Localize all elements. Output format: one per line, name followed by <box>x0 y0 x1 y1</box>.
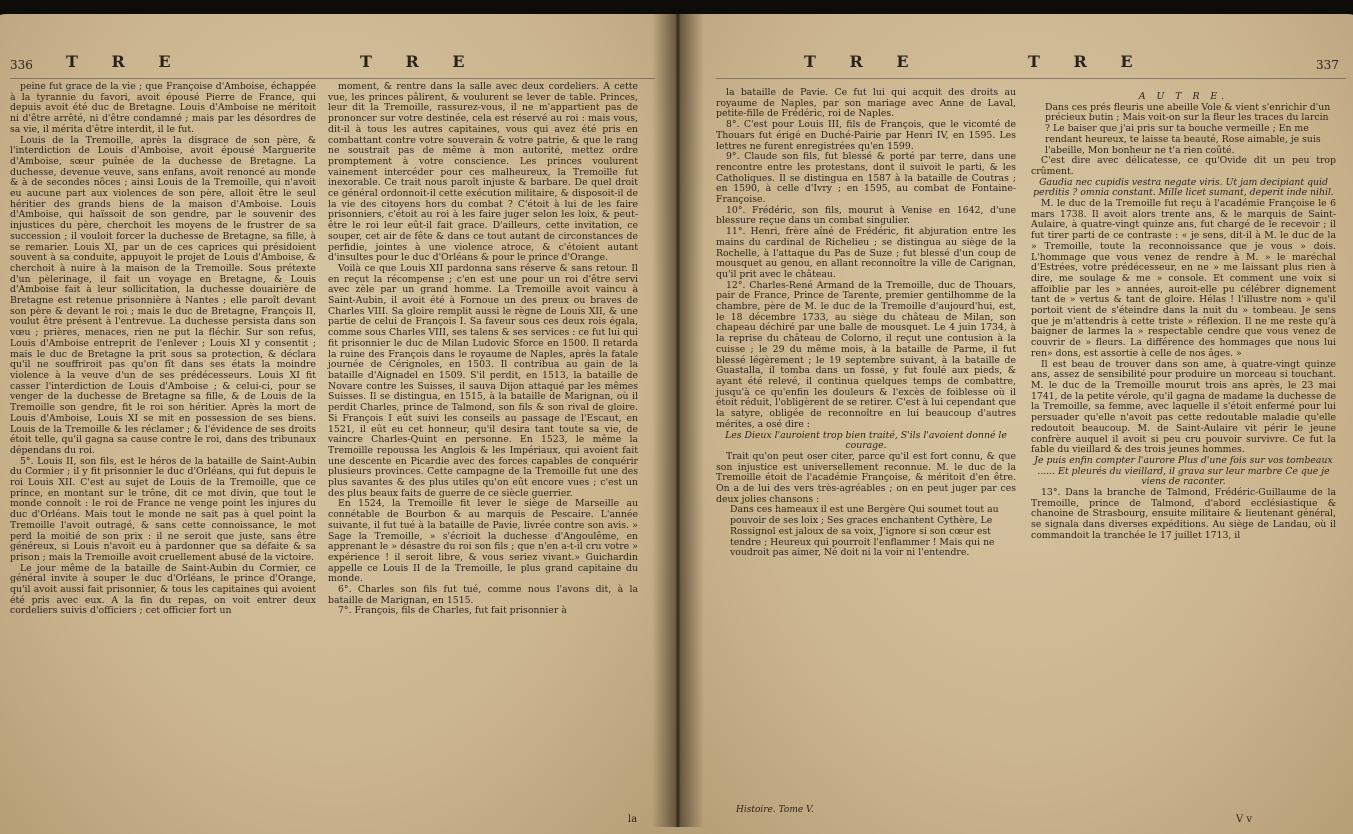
right-page-column-1 <box>716 88 1016 559</box>
paragraph: moment, & rentre dans la salle avec deux cordeliers. A cette vue, les princes pâlirent, & voulurent se lever de table. Princes, leur dit la Tremoille, rassurez-vous, il ne m'appartient pas de prononcer sur votre destinée, cela est réservé au roi : mais vous, dit-il à tous les autres capitaines, vous qui avez été pris en combattant contre votre souverain & votre patrie, & que le rang ne soustrait pas de même à mon autorité, mettez ordre promptement à votre conscience. Les princes voulurent vainement intercéder pour ces malheureux, la Tremoille fut inexorable. Ce trait nous paroît injuste & barbare. De quel droit ce général ordonnoit-il cette exécution militaire, & disposoit-il de la vie des citoyens hors du combat ? C'étoit à lui de les faire prisonniers, c'étoit au roi à les faire juger selon les loix, & peut-être le roi leur eût-il fait grace. D'ailleurs, cette invitation, ce souper, cet air de fête & dans ce tout autant de circonstances de perfidie, jointes à une violence atroce, & c'étoient autant d'insultes pour le duc d'Orléans & pour le prince d'Orange. <box>328 81 638 264</box>
paragraph: Il est beau de trouver dans son ame, à quatre-vingt quinze ans, assez de sensibilité pour produire un morceau si touchant. M. le duc de la Tremoille mourut trois ans après, le 23 mai 1741, de la petite vérole, qu'il gagna de madame la duchesse de la Tremoille, sa femme, avec laquelle il s'étoit enfermé pour lui persuader qu'elle n'avoit pas cette redoutable maladie qu'elle redoutoit beaucoup. M. de Saint-Aulaire vit périr le jeune confrère auquel il avoit si peu cru pouvoir survivre. Ce fut la fable du vieillard & des trois jeunes hommes. <box>1031 358 1336 456</box>
paragraph: 5°. Louis II, son fils, est le héros de la bataille de Saint-Aubin du Cormier ; il y fit prisonnier le duc d'Orléans, qui fut depuis le roi Louis XII. C'est au sujet de Louis de la Tremoille, que ce prince, en montant sur le trône, dit ce mot divin, que tout le monde connoît : le roi de France ne venge point les injures du duc d'Orléans. Mais tout le monde ne sait pas à quel point la Tremoille l'avoit outragé, & sans cette connoissance, le mot perd la moitié de son prix : il ne seroit que juste, sans être généreux, si Louis n'avoit eu à pardonner que sa défaite & sa prison ; mais la Tremoille avoit cruellement abusé de la victoire. <box>10 455 316 563</box>
verse: Je puis enfin compter l'aurore Plus d'une fois sur vos tombeaux ...... Et pleurés du vieillard, il grava sur leur marbre Ce que je viens de raconter. <box>1034 454 1333 488</box>
right-page <box>676 14 1353 834</box>
right-page-column-2 <box>1031 92 1336 542</box>
signature-line: Histoire. Tome V. <box>736 805 814 815</box>
page-number-left: 336 <box>10 58 33 72</box>
paragraph: C'est dire avec délicatesse, ce qu'Ovide dit un peu trop crûment. <box>1031 155 1336 177</box>
running-head-left-1: T R E <box>66 52 185 71</box>
paragraph: En 1524, la Tremoille fit lever le siège de Marseille au connétable de Bourbon & au marquis de Pescaire. L'année suivante, il fut tué à la bataille de Pavie, livrée contre son avis. » Sage la Tremoille, » s'écrioit la duchesse d'Angoulême, en apprenant le » désastre du roi son fils ; que n'en a-t-il cru votre » expérience ! il seroit libre, & vous seriez vivant.» Guichardin appelle ce Louis II de la Tremoille, le plus grand capitaine du monde. <box>328 498 638 585</box>
verse: Dans ces hameaux il est une Bergère Qui soumet tout au pouvoir de ses loix ; Ses graces enchantent Cythère, Le Rossignol est jaloux de sa voix, J'ignore si son cœur est tendre ; Heureux qui pourroit l'enflammer ! Mais qui ne voudroit pas aimer, Né doit ni la voir ni l'entendre. <box>730 504 999 559</box>
running-head-right-2: T R E <box>1028 52 1147 71</box>
paragraph: 10°. Frédéric, son fils, mourut à Venise en 1642, d'une blessure reçue dans un combat singulier. <box>716 204 1016 227</box>
header-rule-right <box>716 78 1346 79</box>
left-page-column-1 <box>10 82 316 617</box>
catchword: la <box>628 814 638 825</box>
signature-mark: V v <box>1236 814 1253 825</box>
paragraph: 9°. Claude son fils, fut blessé & porté par terre, dans une rencontre entre les protestans, dont il suivoit le parti, & les Catholiques. Il se distingua en 1587 à la bataille de Coutras ; en 1590, à celle d'Ivry ; en 1595, au combat de Fontaine-Françoise. <box>716 151 1016 206</box>
latin-verse: Gaudia nec cupidis vestra negate viris. Ut jam decipiant quid perditis ? omnia constant. Mille licet sumant, deperit inde nihil. <box>1033 176 1334 199</box>
paragraph: Voilà ce que Louis XII pardonna sans réserve & sans retour. Il en reçut la récompense ; c'en est une pour un roi d'être servi avec zèle par un grand homme. La Tremoille avoit vaincu à Saint-Aubin, il avoit été à Fornoue un des preux ou braves de Charles VIII. Sa gloire remplit aussi le règne de Louis XII, & une partie de celui de François I. Sa faveur sous ces deux rois égala, comme sous Charles VIII, ses talens & ses services : ce fut lui qui fit prisonnier le duc de Milan Ludovic Sforce en 1500. Il retarda la ruine des François dans le royaume de Naples, après la fatale journée de Cérignoles, en 1503. Il contribua au gain de la bataille d'Aignadel en 1509. S'il perdit, en 1513, la bataille de Novare contre les Suisses, il sauva Dijon attaqué par les mêmes Suisses. Il se distingua, en 1515, à la bataille de Marignan, où il perdit Charles, prince de Talmond, son fils & son rival de gloire. Si François I eût suivi les conseils au passage de l'Escaut, en 1521, il eût eu cet honneur, qu'il desira tant toute sa vie, de vaincre Charles-Quint en personne. En 1523, le même la Tremoille repoussa les Anglois & les Impériaux, qui avoient fait une descente en Picardie avec des forces capables de conquérir plusieurs provinces. Cette campagne de la Tremoille fut une des plus savantes & des plus utiles qu'on eût encore vues ; c'est un des plus beaux faits de guerre de ce siècle guerrier. <box>328 262 638 499</box>
paragraph: 7°. François, fils de Charles, fut fait prisonnier à <box>338 605 567 617</box>
paragraph: 8°. C'est pour Louis III, fils de François, que le vicomté de Thouars fut érigé en Duché-Pairie par Henri IV, en 1595. Les lettres ne furent enregistrées qu'en 1599. <box>716 119 1016 152</box>
running-head-right-1: T R E <box>804 52 923 71</box>
paragraph: Trait qu'on peut oser citer, parce qu'il est fort connu, & que son injustice est universellement reconnue. M. le duc de la Tremoille étoit de l'académie Françoise, & méritoit d'en être. On a de lui des vers très-agréables ; on en peut juger par ces deux jolies chansons : <box>716 450 1016 505</box>
paragraph: 11°. Henri, frère aîné de Frédéric, fit abjuration entre les mains du cardinal de Richelieu ; se distingua au siège de la Rochelle, à l'attaque du Pas de Suze ; fut blessé d'un coup de mousquet au genou, en allant reconnoître la ville de Carignan, qu'il prit avec le château. <box>716 226 1016 280</box>
left-page <box>0 14 678 834</box>
verse: Dans ces prés fleuris une abeille Vole & vient s'enrichir d'un précieux butin ; Mais voit-on sur la fleur les traces du larcin ? Le baiser que j'ai pris sur ta bouche vermeille ; En me rendant heureux, te laisse ta beauté, Rose aimable, je suis l'abeille, Mon bonheur ne t'a rien coûté. <box>1045 101 1331 156</box>
header-rule-left <box>10 78 655 79</box>
left-page-column-2 <box>328 82 638 617</box>
paragraph: 12°. Charles-René Armand de la Tremoille, duc de Thouars, pair de France, Prince de Tarente, premier gentilhomme de la chambre, père de M. le duc de la Tremoille d'aujourd'hui, est, le 18 décembre 1733, au siège du château de Milan, son chapeau déchiré par une balle de mousquet. Le 4 juin 1734, à la reprise du château de Colorno, il reçut une contusion à la cuisse ; le 29 du même mois, à la bataille de Parme, il fut blessé légèrement ; le 19 septembre suivant, à la bataille de Guastalla, il tomba dans un fossé, y fut foulé aux pieds, & ayant été relevé, il continua quelques temps de combattre, jusqu'à ce qu'enfin les douleurs & l'excès de foiblesse où il étoit réduit, l'obligèrent de se retirer. C'est à lui cependant que la satyre, obligée de reconnoître en lui beaucoup d'autres mérites, a osé dire : <box>716 279 1016 430</box>
running-head-left-2: T R E <box>360 52 479 71</box>
paragraph: M. le duc de la Tremoille fut reçu à l'académie Françoise le 6 mars 1738. Il avoit alors trente ans, & le marquis de Saint-Aulaire, à quatre-vingt quinze ans, fut chargé de le recevoir ; il fut tirer parti de ce contraste : « je sens, dit-il à M. le duc de la » Tremoille, toute la reconnoissance que je vous » dois. L'hommage que vous venez de rendre à M. » le maréchal d'Estrées, votre prédécesseur, en ne » me laissant plus rien à dire, me soulage & me » console. Et comment une voix si affoiblie par les » années, auroit-elle pu célébrer dignement tant de » vertus & tant de gloire. Hélas ! l'illustre nom » qu'il portoit vient de s'éteindre dans la nuit du » tombeau. Je sens que je m'attendris à cette triste » réflexion. Il ne me reste qu'à baigner de larmes la » respectable cendre que vous venez de couvrir de » fleurs. La différence des hommages que nous lui ren» dons, est assortie à celle de nos âges. » <box>1031 198 1336 359</box>
paragraph: la bataille de Pavie. Ce fut lui qui acquit des droits au royaume de Naples, par son mariage avec Anne de Laval, petite-fille de Frédéric, roi de Naples. <box>716 87 1016 120</box>
paragraph: 13°. Dans la branche de Talmond, Frédéric-Guillaume de la Tremoille, prince de Talmond, d'abord ecclésiastique & chanoine de Strasbourg, ensuite militaire & lieutenant général, se signala dans diverses expéditions. Au siège de Landau, où il commandoit la tranchée le 17 juillet 1713, il <box>1031 487 1336 541</box>
paragraph: 6°. Charles son fils fut tué, comme nous l'avons dit, à la bataille de Marignan, en 1515. <box>328 584 638 606</box>
section-heading: A U T R E. <box>1138 91 1229 102</box>
verse: Les Dieux l'auroient trop bien traité, S'ils l'avoient donné le courage. <box>725 429 1007 452</box>
page-number-right: 337 <box>1316 58 1339 72</box>
paragraph: Louis de la Tremoille, après la disgrace de son père, & l'interdiction de Louis d'Amboise, avoit épousé Marguerite d'Amboise, sœur puînée de la duchesse de Bretagne. La duchesse, devenue veuve, sans enfans, avoit renoncé au monde & à de secondes nôces ; ainsi Louis de la Tremoille, qui n'avoit eu aucune part aux violences de son père, alloit être le seul héritier des grands biens de la maison d'Amboise. Louis d'Amboise, qui haïssoit de son gendre, par le souvenir des injustices du père, cherchoit les moyens de le frustrer de sa succession ; il vouloit forcer la duchesse de Bretagne, sa fille, à se remarier. Louis XI, par un de ces caprices qui présidoient souvent à sa conduite, appuyoit le projet de Louis d'Amboise, & cherchoit à nuire à la maison de la Tremoille. Sous prétexte d'un pèlerinage, il fait un voyage en Bretagne, & Louis d'Amboise fait à leur sollicitation, la duchesse douairière de Bretagne est retenue prisonnière à Nantes ; elle paroît devant son père & devant le roi ; mais le duc de Bretagne, François II, voulut être présent à l'entrevue. La duchesse persista dans son vœu ; prières, menaces, rien ne put la fléchir. Sur son refus, Louis d'Amboise entreprit de l'enlever ; Louis XI y consentit ; mais le duc de Bretagne la prit sous sa protection, & déclara qu'il ne souffriroit pas qu'on fît dans ses états la moindre violence à la veuve d'un de ses prédécesseurs. Louis XI fit casser l'interdiction de Louis d'Amboise ; & celui-ci, pour se venger de la duchesse de Bretagne sa fille, & de Louis de la Tremoille son gendre, fit le roi son héritier. Après la mort de Louis d'Amboise, Louis XI se mit en possession de ses biens. Louis de la Tremoille & les réclamer ; & l'évidence de ses droits étoit telle, qu'il gagna sa cause contre le roi, dans des tribunaux dépendans du roi. <box>10 134 316 456</box>
paragraph: peine fut grace de la vie ; que Françoise d'Amboise, échappée à la tyrannie du favori, avoit épousé Pierre de France, qui depuis avoit été duc de Bretagne. Louis d'Amboise ne méritoit ni d'être arrêté, ni d'être condamné ; mais par les désordres de sa vie, il mérita d'être interdit, il le fut. <box>10 81 316 135</box>
paragraph: Le jour même de la bataille de Saint-Aubin du Cormier, ce général invite à souper le duc d'Orléans, le prince d'Orange, qu'il avoit aussi fait prisonnier, & tous les capitaines qui avoient été pris avec eux. A la fin du repas, on voit entrer deux cordeliers suivis d'officiers ; cet officier fort un <box>10 562 316 617</box>
